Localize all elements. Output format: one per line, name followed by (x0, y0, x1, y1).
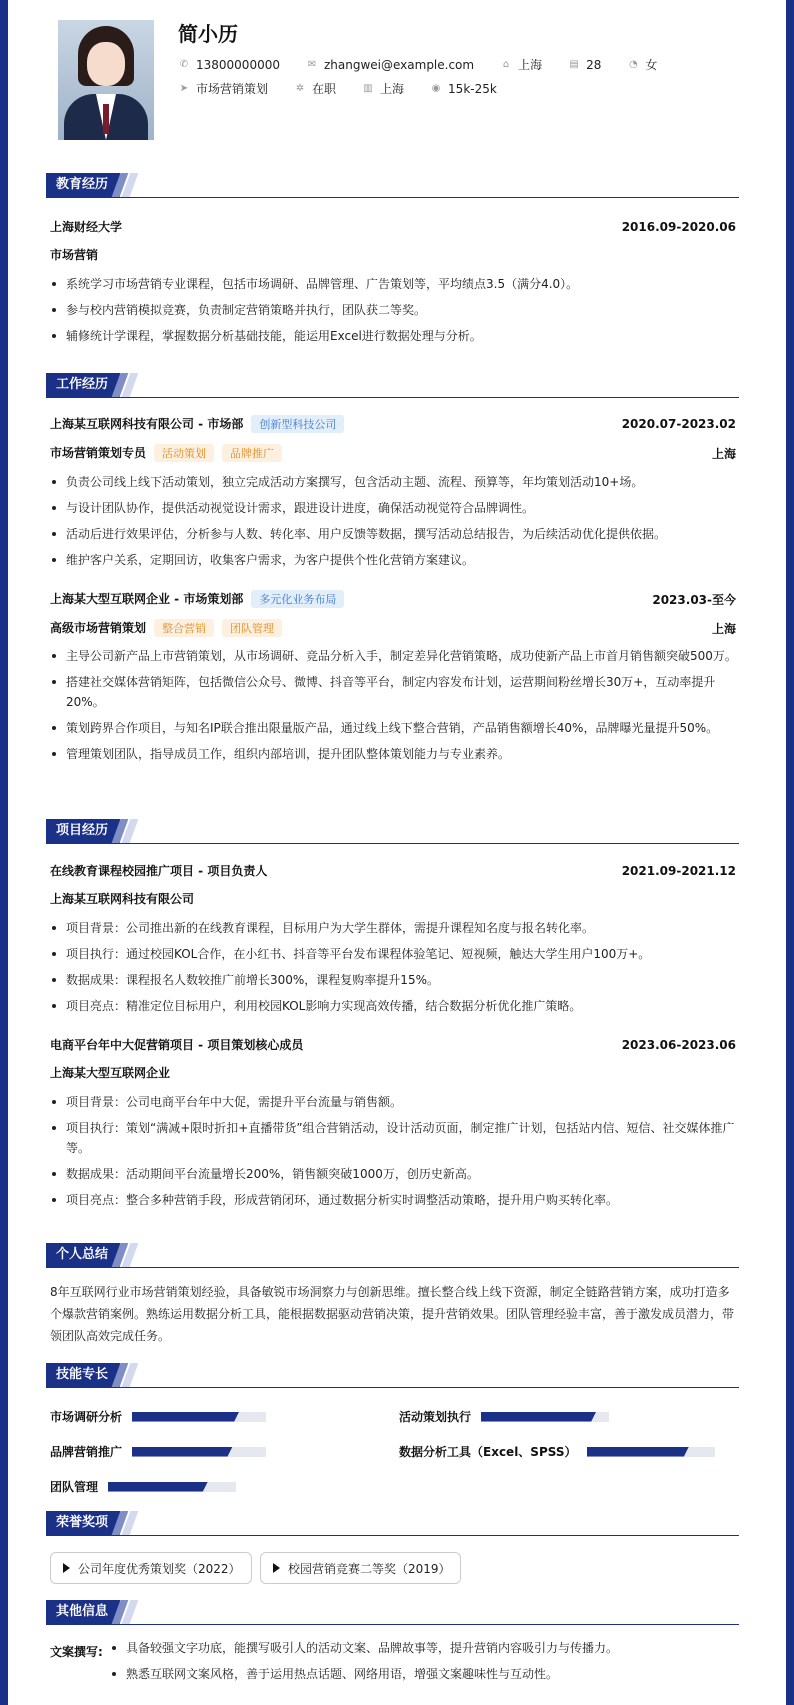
section-title: 其他信息 (46, 1600, 120, 1624)
list-item: 管理策划团队，指导成员工作，组织内部培训，提升团队整体策划能力与专业素养。 (50, 744, 740, 764)
work-role-row (50, 619, 736, 637)
company-tag: 多元化业务布局 (251, 590, 344, 608)
work-bullets (50, 472, 740, 576)
skill-item (50, 1443, 266, 1460)
section-title: 工作经历 (46, 373, 120, 397)
age: 28 (586, 57, 602, 72)
list-item: 项目亮点：精准定位目标用户，利用校园KOL影响力实现高效传播，结合数据分析优化推广策略。 (50, 996, 740, 1016)
work-city: 上海 (711, 621, 736, 636)
city: 上海 (518, 58, 543, 72)
award-label: 校园营销竞赛二等奖（2019） (288, 1561, 451, 1576)
section-title: 荣誉奖项 (46, 1511, 120, 1535)
work-header (50, 415, 736, 433)
education-header (50, 218, 736, 235)
building-icon: ▥ (363, 82, 373, 94)
skill-bar (132, 1412, 266, 1422)
work-city: 上海 (711, 446, 736, 461)
education-major-row (50, 246, 736, 263)
intent-row (178, 80, 497, 97)
skill-bar-fill (481, 1412, 596, 1422)
age-icon: ▤ (569, 58, 579, 70)
contact-row (178, 56, 657, 73)
gender: 女 (645, 58, 658, 72)
company: 上海某互联网科技有限公司 - 市场部 (50, 417, 244, 431)
status-icon: ✲ (295, 82, 305, 94)
skill-bar-fill (587, 1447, 689, 1457)
section-summary (46, 1243, 739, 1269)
company-tag: 创新型科技公司 (251, 415, 344, 433)
work-date: 2020.07-2023.02 (621, 417, 736, 431)
list-item: 活动后进行效果评估，分析参与人数、转化率、用户反馈等数据，撰写活动总结报告，为后续活动优化提供依据。 (50, 524, 740, 544)
list-item: 搭建社交媒体营销矩阵，包括微信公众号、微博、抖音等平台，制定内容发布计划，运营期间粉丝增长30万+，互动率提升20%。 (50, 672, 740, 712)
list-item: 项目背景：公司电商平台年中大促，需提升平台流量与销售额。 (50, 1092, 740, 1112)
section-education (46, 173, 739, 199)
skill-tag: 团队管理 (222, 619, 282, 637)
list-item: 主导公司新产品上市营销策划，从市场调研、竞品分析入手，制定差异化营销策略，成功使新产品上市首月销售额突破500万。 (50, 646, 740, 666)
skill-item (50, 1478, 236, 1495)
project-date: 2023.06-2023.06 (621, 1037, 736, 1052)
project-bullets (50, 1092, 740, 1216)
education-bullets (50, 274, 740, 352)
company: 上海某大型互联网企业 - 市场策划部 (50, 592, 244, 606)
project-org-row (50, 890, 736, 907)
other-bullets (110, 1638, 740, 1690)
salary: 15k-25k (448, 81, 497, 96)
list-item: 项目亮点：整合多种营销手段，形成营销闭环，通过数据分析实时调整活动策略，提升用户购买转化率。 (50, 1190, 740, 1210)
project-title: 在线教育课程校园推广项目 - 项目负责人 (50, 864, 268, 878)
section-awards (46, 1511, 739, 1537)
section-title: 技能专长 (46, 1363, 120, 1387)
section-skills (46, 1363, 739, 1389)
skill-bar-fill (132, 1447, 233, 1457)
section-title: 教育经历 (46, 173, 120, 197)
list-item: 熟悉互联网文案风格，善于运用热点话题、网络用语，增强文案趣味性与互动性。 (110, 1664, 740, 1684)
list-item: 负责公司线上线下活动策划，独立完成活动方案撰写，包含活动主题、流程、预算等，年均策划活动10+场。 (50, 472, 740, 492)
work-role-row (50, 444, 736, 462)
list-item: 具备较强文字功底，能撰写吸引人的活动文案、品牌故事等，提升营销内容吸引力与传播力。 (110, 1638, 740, 1658)
project-org: 上海某大型互联网企业 (50, 1066, 171, 1080)
skill-name: 团队管理 (50, 1480, 99, 1494)
list-item: 项目背景：公司推出新的在线教育课程，目标用户为大学生群体，需提升课程知名度与报名转化率。 (50, 918, 740, 938)
list-item: 项目执行：策划“满减+限时折扣+直播带货”组合营销活动，设计活动页面，制定推广计划，包括站内信、短信、社交媒体推广等。 (50, 1118, 740, 1158)
project-org-row (50, 1064, 736, 1081)
other-label: 文案撰写: (50, 1645, 103, 1659)
skill-item (399, 1408, 609, 1425)
section-work (46, 373, 739, 399)
major: 市场营销 (50, 248, 99, 262)
list-item: 辅修统计学课程，掌握数据分析基础技能，能运用Excel进行数据处理与分析。 (50, 326, 740, 346)
project-org: 上海某互联网科技有限公司 (50, 892, 195, 906)
skill-bar (108, 1482, 236, 1492)
award-item (50, 1552, 252, 1584)
skill-bar (481, 1412, 609, 1422)
skill-item (50, 1408, 266, 1425)
skill-tag: 活动策划 (154, 444, 214, 462)
section-title: 个人总结 (46, 1243, 120, 1267)
list-item: 维护客户关系，定期回访，收集客户需求，为客户提供个性化营销方案建议。 (50, 550, 740, 570)
summary-text: 8年互联网行业市场营销策划经验，具备敏锐市场洞察力与创新思维。擅长整合线上线下资源，制定全链路营销方案，成功打造多个爆款营销案例。熟练运用数据分析工具，能根据数据驱动营销决策，提升营销效果。团队管理经验丰富，善于激发成员潜力，带领团队高效完成任务。 (50, 1285, 735, 1343)
education-date: 2016.09-2020.06 (621, 219, 736, 234)
job-status: 在职 (312, 82, 337, 96)
skill-tag: 品牌推广 (222, 444, 282, 462)
school: 上海财经大学 (50, 220, 123, 234)
profile-header (8, 0, 786, 150)
job-intent: 市场营销策划 (196, 82, 269, 96)
section-other (46, 1600, 739, 1626)
project-header (50, 1036, 736, 1053)
work-city: 上海 (380, 82, 405, 96)
skill-bar (587, 1447, 715, 1457)
skill-name: 数据分析工具（Excel、SPSS） (399, 1445, 577, 1459)
gender-icon: ◔ (629, 58, 638, 70)
project-date: 2021.09-2021.12 (621, 863, 736, 878)
project-header (50, 862, 736, 879)
section-project (46, 819, 739, 845)
section-title: 项目经历 (46, 819, 120, 843)
role: 市场营销策划专员 (50, 446, 147, 460)
salary-icon: ◉ (431, 82, 441, 94)
award-label: 公司年度优秀策划奖（2022） (78, 1561, 241, 1576)
project-bullets (50, 918, 740, 1022)
list-item: 数据成果：活动期间平台流量增长200%，销售额突破1000万，创历史新高。 (50, 1164, 740, 1184)
skill-name: 活动策划执行 (399, 1410, 472, 1424)
list-item: 系统学习市场营销专业课程，包括市场调研、品牌管理、广告策划等，平均绩点3.5（满分4.0）。 (50, 274, 740, 294)
email-icon: ✉ (307, 58, 317, 70)
candidate-name: 简小历 (178, 22, 238, 46)
work-bullets (50, 646, 740, 770)
triangle-icon (63, 1563, 70, 1573)
award-item (260, 1552, 461, 1584)
skill-bar (132, 1447, 266, 1457)
skill-item (399, 1443, 715, 1460)
skill-bar-fill (108, 1482, 208, 1492)
phone-icon: ✆ (179, 58, 189, 70)
project-title: 电商平台年中大促营销项目 - 项目策划核心成员 (50, 1038, 304, 1052)
skill-bar-fill (132, 1412, 239, 1422)
role: 高级市场营销策划 (50, 621, 147, 635)
send-icon: ➤ (179, 82, 189, 94)
work-header (50, 590, 736, 608)
list-item: 与设计团队协作，提供活动视觉设计需求，跟进设计进度，确保活动视觉符合品牌调性。 (50, 498, 740, 518)
location-icon: ⌂ (502, 58, 510, 70)
list-item: 数据成果：课程报名人数较推广前增长300%，课程复购率提升15%。 (50, 970, 740, 990)
right-border (786, 150, 794, 1705)
email: zhangwei@example.com (323, 57, 475, 72)
list-item: 项目执行：通过校园KOL合作，在小红书、抖音等平台发布课程体验笔记、短视频，触达大学生用户100万+。 (50, 944, 740, 964)
phone: 13800000000 (196, 57, 280, 72)
list-item: 参与校内营销模拟竞赛，负责制定营销策略并执行，团队获二等奖。 (50, 300, 740, 320)
work-date: 2023.03-至今 (652, 592, 736, 607)
skill-tag: 整合营销 (154, 619, 214, 637)
skill-name: 品牌营销推广 (50, 1445, 123, 1459)
triangle-icon (273, 1563, 280, 1573)
skill-name: 市场调研分析 (50, 1410, 123, 1424)
left-border (0, 0, 8, 1705)
avatar (58, 20, 154, 140)
list-item: 策划跨界合作项目，与知名IP联合推出限量版产品，通过线上线下整合营销，产品销售额增长40%，品牌曝光量提升50%。 (50, 718, 740, 738)
